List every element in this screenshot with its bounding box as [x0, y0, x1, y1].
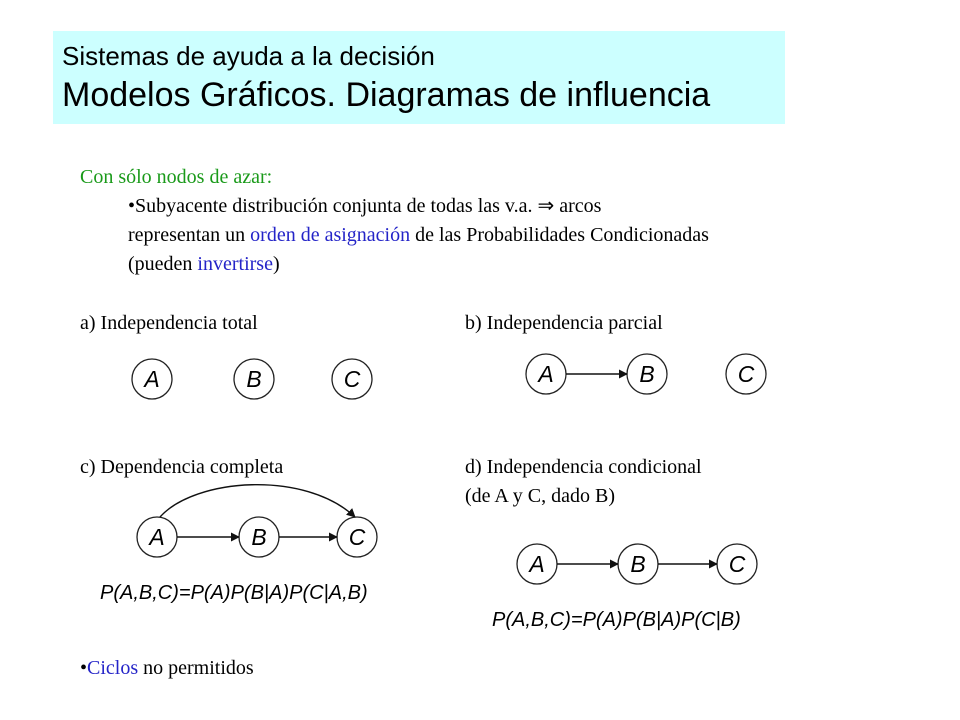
node-b-label: B	[630, 551, 646, 577]
slide-subtitle: Sistemas de ayuda a la decisión	[62, 41, 435, 71]
node-a-label: A	[144, 366, 160, 392]
intro-line-2-pre: representan un	[128, 224, 251, 246]
case-d-subtitle: (de A y C, dado B)	[465, 485, 615, 507]
case-b-title: b) Independencia parcial	[465, 312, 663, 334]
diagram-a	[132, 359, 372, 399]
formula-c: P(A,B,C)=P(A)P(B|A)P(C|A,B)	[100, 582, 368, 604]
footer-rest: no permitidos	[138, 657, 254, 679]
diagram-b	[526, 354, 766, 394]
arrow-a-c	[160, 485, 355, 517]
highlight-orden: orden de asignación	[250, 224, 411, 246]
node-b-label: B	[246, 366, 262, 392]
slide-title: Modelos Gráficos. Diagramas de influencia	[62, 76, 711, 114]
intro-heading: Con sólo nodos de azar:	[80, 166, 273, 188]
case-c-title: c) Dependencia completa	[80, 456, 284, 478]
node-a-label: A	[538, 361, 554, 387]
footer-bullet: •	[80, 657, 88, 679]
diagram-d	[517, 544, 757, 584]
footer-note	[80, 656, 254, 680]
node-b-label: B	[639, 361, 655, 387]
case-a-title: a) Independencia total	[80, 312, 258, 334]
formula-d: P(A,B,C)=P(A)P(B|A)P(C|B)	[492, 609, 741, 631]
node-c-label: C	[737, 361, 755, 387]
intro-line-2-post: de las Probabilidades Condicionadas	[410, 224, 709, 246]
diagram-c	[137, 485, 377, 557]
intro-bullet: •Subyacente distribución conjunta de todas las v.a. ⇒ arcos	[128, 195, 602, 217]
node-c-label: C	[728, 551, 746, 577]
node-b-label: B	[251, 524, 267, 550]
node-a-label: A	[529, 551, 545, 577]
node-c-label: C	[348, 524, 366, 550]
highlight-ciclos: Ciclos	[87, 657, 139, 679]
node-c-label: C	[343, 366, 361, 392]
node-a-label: A	[149, 524, 165, 550]
intro-line-3-pre: (pueden	[128, 253, 198, 275]
case-d-title: d) Independencia condicional	[465, 456, 702, 478]
highlight-invertirse: invertirse	[197, 253, 273, 275]
intro-line-3-post: )	[272, 253, 280, 275]
